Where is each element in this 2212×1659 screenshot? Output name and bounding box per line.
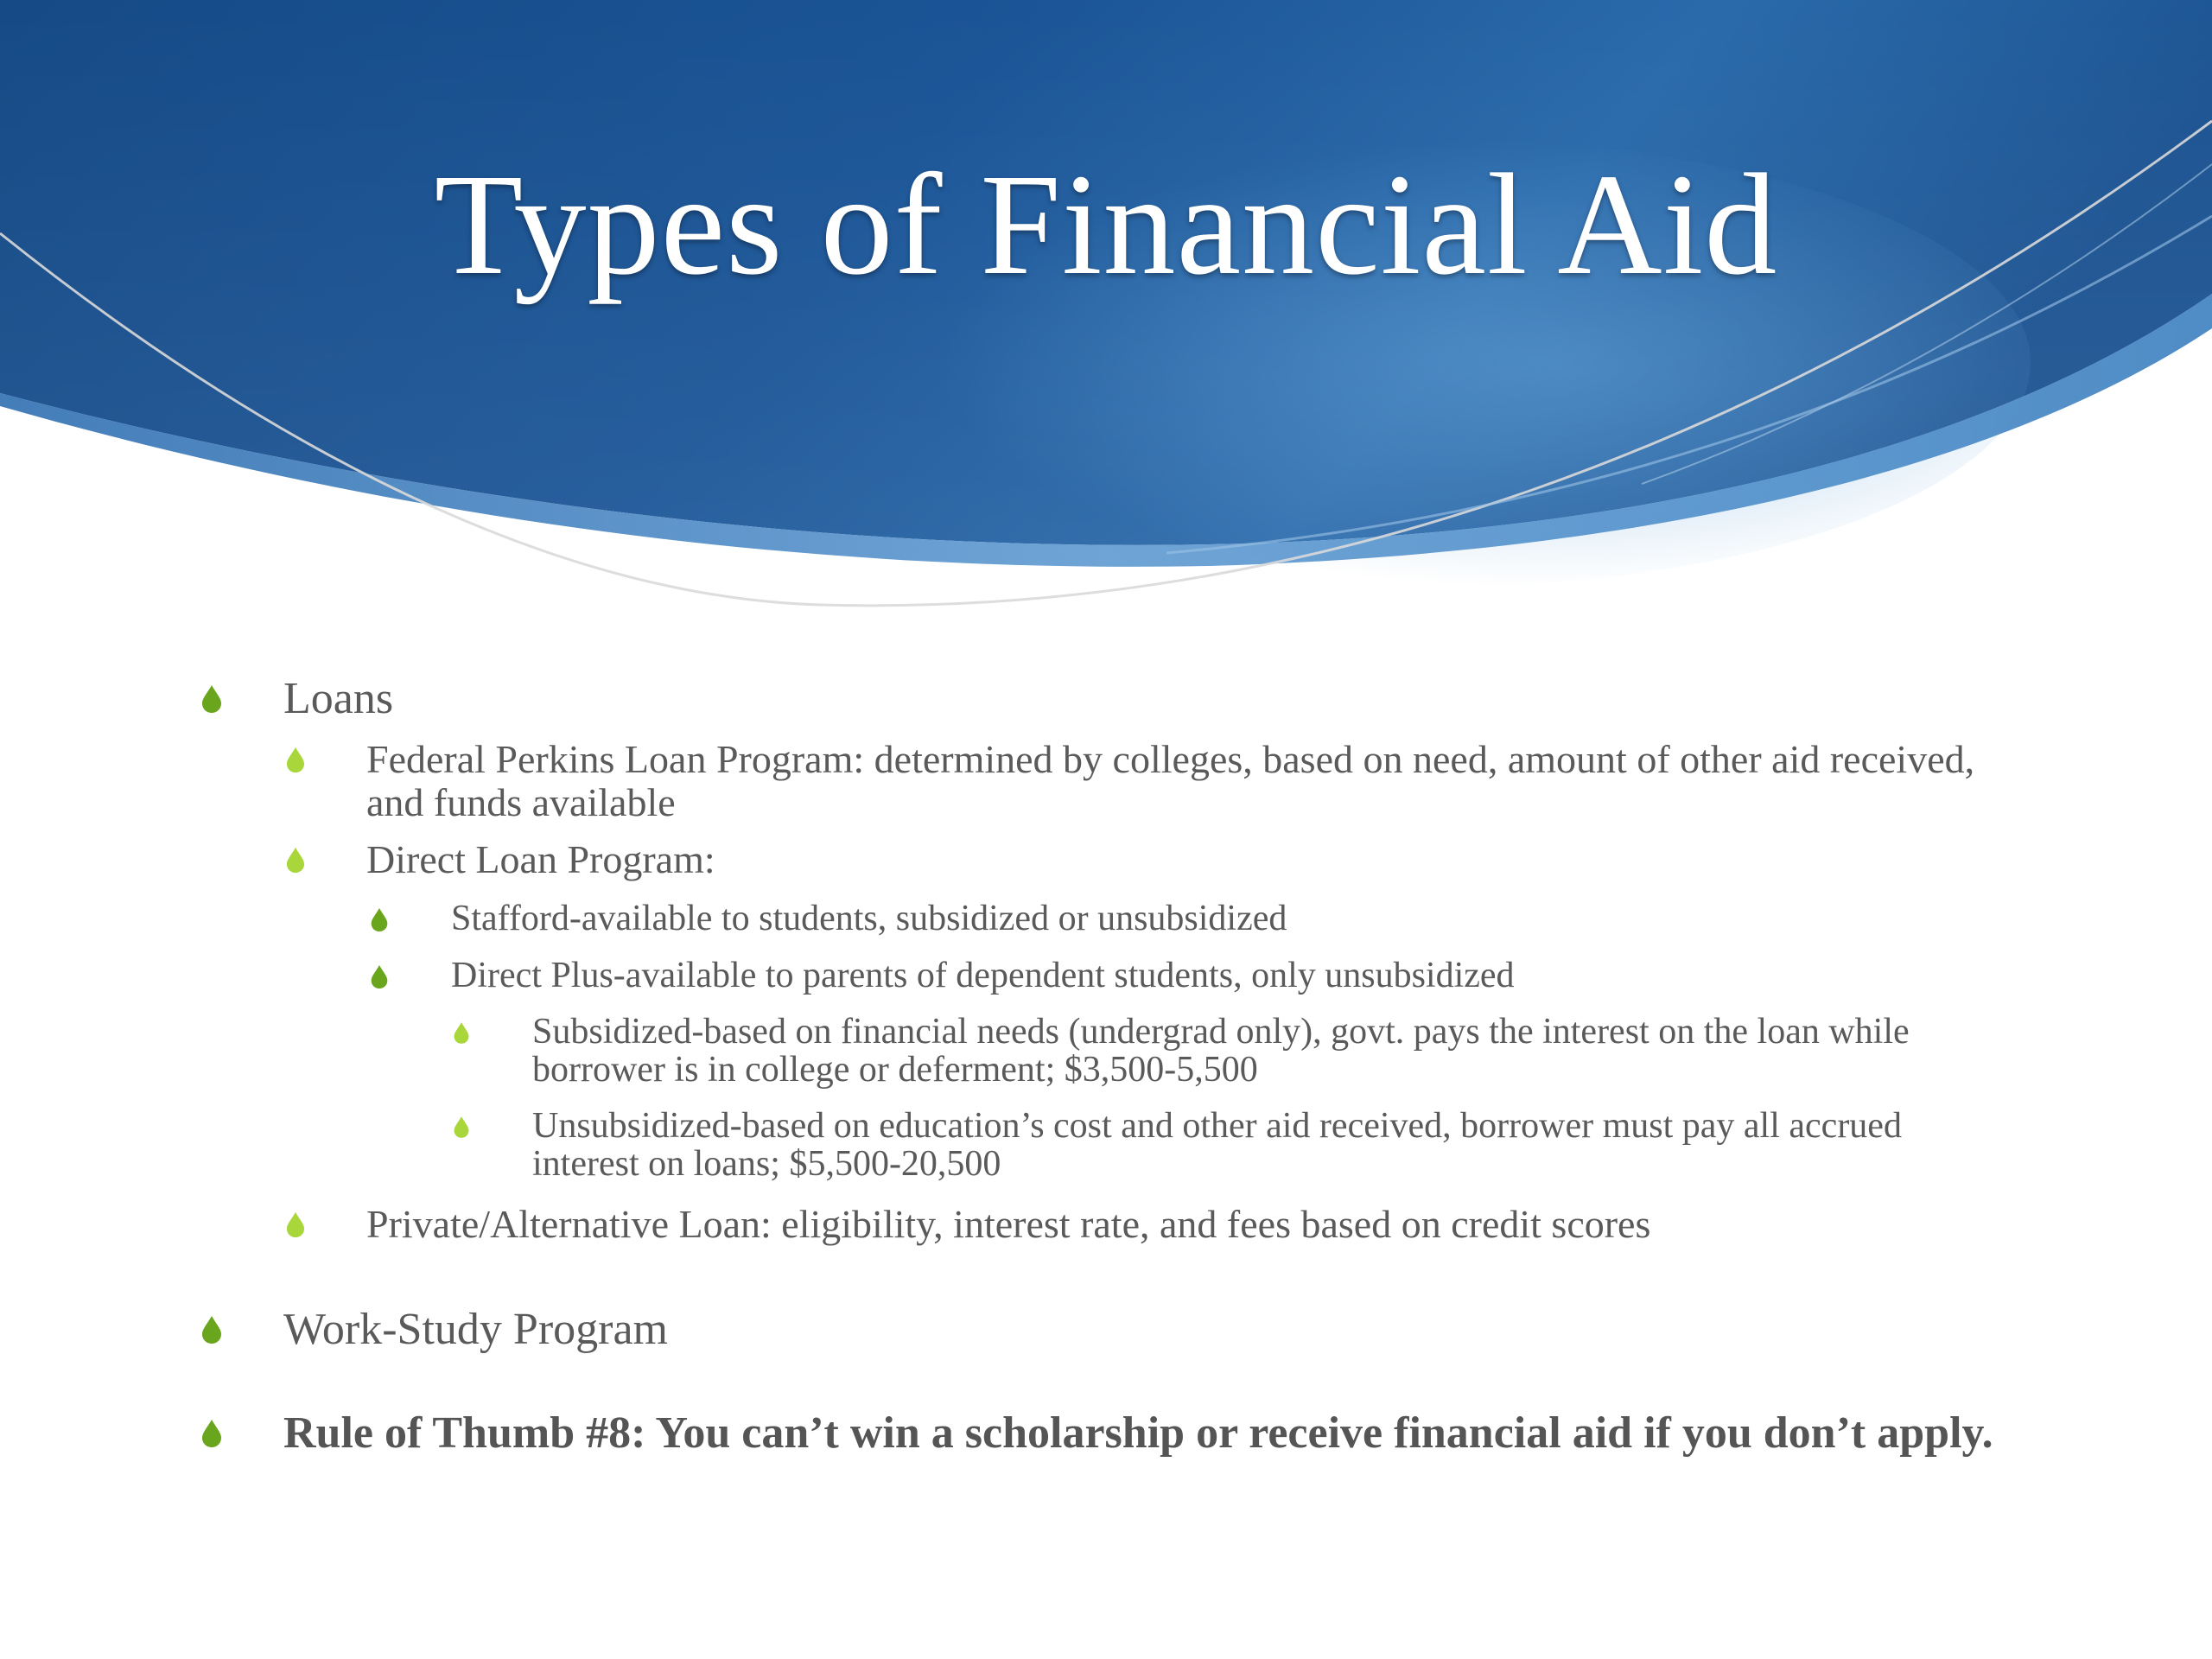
list-item-private-loan bbox=[285, 1203, 2005, 1246]
list-item-direct-loan bbox=[285, 838, 2005, 881]
unsubsidized-text: Unsubsidized-based on education’s cost and other aid received, borrower must pay all accrued interest on loans; $5,500-20,500 bbox=[532, 1106, 1902, 1184]
private-loan-text: Private/Alternative Loan: eligibility, interest rate, and fees based on credit scores bbox=[366, 1202, 1651, 1246]
droplet-bullet-icon bbox=[200, 684, 223, 714]
perkins-text: Federal Perkins Loan Program: determined by colleges, based on need, amount of other aid received, and funds available bbox=[366, 737, 1975, 824]
list-item-unsubsidized bbox=[453, 1107, 1974, 1183]
list-item-rule-of-thumb bbox=[200, 1408, 1998, 1459]
droplet-bullet-icon bbox=[200, 1315, 223, 1344]
droplet-bullet-icon bbox=[285, 847, 306, 874]
list-item-stafford bbox=[370, 899, 2012, 938]
list-item-direct-plus bbox=[370, 956, 2012, 995]
droplet-bullet-icon bbox=[370, 964, 389, 989]
droplet-bullet-icon bbox=[285, 747, 306, 773]
header-wave-graphic bbox=[0, 0, 2212, 657]
droplet-bullet-icon bbox=[370, 907, 389, 932]
list-item-work-study bbox=[200, 1305, 1998, 1355]
list-item-subsidized bbox=[453, 1013, 1974, 1089]
rule-of-thumb-text: Rule of Thumb #8: You can’t win a scholarship or receive financial aid if you don’t apply. bbox=[283, 1408, 1993, 1458]
droplet-bullet-icon bbox=[453, 1021, 470, 1045]
slide-title: Types of Financial Aid bbox=[434, 144, 1778, 305]
list-item-loans bbox=[200, 674, 1998, 724]
direct-plus-text: Direct Plus-available to parents of dependent students, only unsubsidized bbox=[451, 956, 1515, 995]
work-study-text: Work-Study Program bbox=[283, 1305, 668, 1354]
loans-label: Loans bbox=[283, 674, 394, 723]
stafford-text: Stafford-available to students, subsidized or unsubsidized bbox=[451, 899, 1287, 938]
direct-loan-label: Direct Loan Program: bbox=[366, 837, 715, 881]
droplet-bullet-icon bbox=[453, 1116, 470, 1139]
droplet-bullet-icon bbox=[200, 1419, 223, 1448]
droplet-bullet-icon bbox=[285, 1211, 306, 1238]
subsidized-text: Subsidized-based on financial needs (undergrad only), govt. pays the interest on the loan while borrower is in college or deferment; $3,500-5,500 bbox=[532, 1012, 1910, 1090]
list-item-perkins bbox=[285, 738, 2005, 824]
